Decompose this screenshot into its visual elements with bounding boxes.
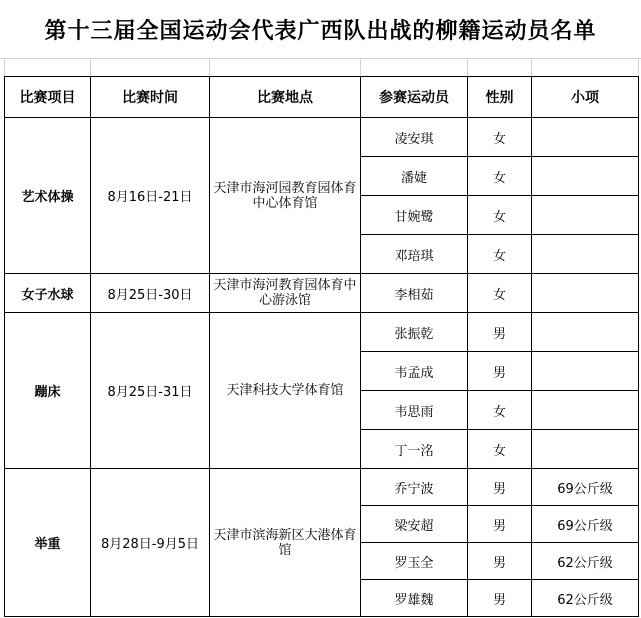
athlete-cell: 张振乾 <box>361 313 468 352</box>
athlete-cell: 丁一洺 <box>361 430 468 469</box>
venue-cell: 天津科技大学体育馆 <box>210 313 361 469</box>
gender-cell: 男 <box>468 506 532 543</box>
header-time: 比赛时间 <box>91 77 210 118</box>
sub-event-cell <box>532 391 639 430</box>
athlete-cell: 罗玉全 <box>361 543 468 580</box>
time-cell: 8月25日-30日 <box>91 274 210 313</box>
header-sub-event: 小项 <box>532 77 639 118</box>
time-cell: 8月28日-9月5日 <box>91 469 210 617</box>
header-venue: 比赛地点 <box>210 77 361 118</box>
header-athlete: 参赛运动员 <box>361 77 468 118</box>
venue-cell: 天津市滨海新区大港体育馆 <box>210 469 361 617</box>
header-gender: 性别 <box>468 77 532 118</box>
sub-event-cell: 69公斤级 <box>532 506 639 543</box>
gender-cell: 女 <box>468 430 532 469</box>
gender-cell: 女 <box>468 235 532 274</box>
sub-event-cell: 62公斤级 <box>532 580 639 617</box>
athlete-cell: 潘婕 <box>361 157 468 196</box>
athlete-cell: 乔宁波 <box>361 469 468 506</box>
gender-cell: 男 <box>468 580 532 617</box>
table-row <box>5 469 639 506</box>
sub-event-cell <box>532 352 639 391</box>
gender-cell: 女 <box>468 274 532 313</box>
sub-event-cell: 62公斤级 <box>532 543 639 580</box>
event-cell: 蹦床 <box>5 313 91 469</box>
sub-event-cell <box>532 313 639 352</box>
gender-cell: 女 <box>468 391 532 430</box>
event-cell: 女子水球 <box>5 274 91 313</box>
athlete-roster-table <box>4 76 639 617</box>
empty-grid-row <box>0 58 641 76</box>
sub-event-cell: 69公斤级 <box>532 469 639 506</box>
sub-event-cell <box>532 274 639 313</box>
time-cell: 8月25日-31日 <box>91 313 210 469</box>
venue-cell: 天津市海河教育园体育中心游泳馆 <box>210 274 361 313</box>
time-cell: 8月16日-21日 <box>91 118 210 274</box>
gender-cell: 男 <box>468 543 532 580</box>
table-row <box>5 313 639 352</box>
gender-cell: 女 <box>468 157 532 196</box>
athlete-cell: 邓琣琪 <box>361 235 468 274</box>
gender-cell: 女 <box>468 118 532 157</box>
gender-cell: 男 <box>468 469 532 506</box>
athlete-cell: 甘婉鹭 <box>361 196 468 235</box>
athlete-cell: 韦思雨 <box>361 391 468 430</box>
gender-cell: 男 <box>468 313 532 352</box>
sub-event-cell <box>532 157 639 196</box>
athlete-cell: 李相茹 <box>361 274 468 313</box>
sub-event-cell <box>532 235 639 274</box>
gender-cell: 女 <box>468 196 532 235</box>
header-event: 比赛项目 <box>5 77 91 118</box>
sub-event-cell <box>532 196 639 235</box>
event-cell: 艺术体操 <box>5 118 91 274</box>
athlete-cell: 罗雄魏 <box>361 580 468 617</box>
table-row <box>5 118 639 157</box>
event-cell: 举重 <box>5 469 91 617</box>
athlete-cell: 梁安超 <box>361 506 468 543</box>
sheet-title: 第十三届全国运动会代表广西队出战的柳籍运动员名单 <box>44 18 597 44</box>
athlete-cell: 韦孟成 <box>361 352 468 391</box>
venue-cell: 天津市海河园教育园体育中心体育馆 <box>210 118 361 274</box>
sub-event-cell <box>532 118 639 157</box>
athlete-cell: 凌安琪 <box>361 118 468 157</box>
sub-event-cell <box>532 430 639 469</box>
gender-cell: 男 <box>468 352 532 391</box>
header-row <box>5 77 639 118</box>
table-row <box>5 274 639 313</box>
